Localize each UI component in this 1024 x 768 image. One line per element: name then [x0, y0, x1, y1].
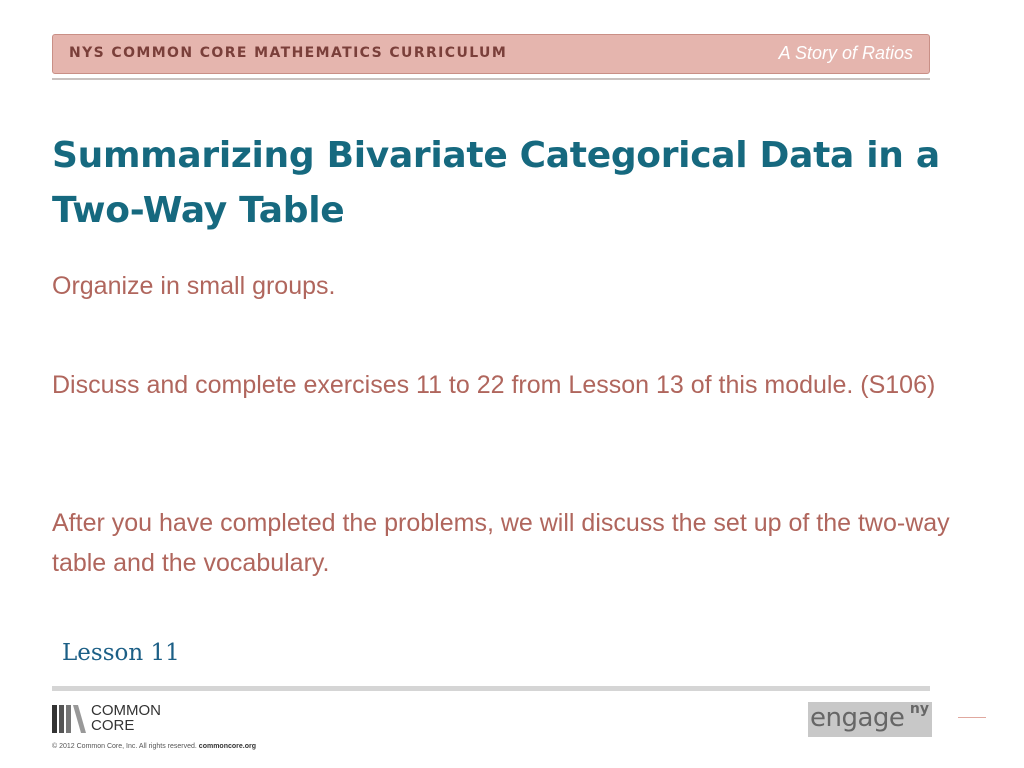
logo-line-1: COMMON [91, 702, 161, 719]
header-bar [52, 34, 930, 74]
copyright-site-link[interactable]: commoncore.org [198, 743, 256, 750]
instruction-paragraph-3: After you have completed the problems, we will discuss the set up of the two-way table and the vocabulary. [52, 509, 950, 577]
engage-wordmark: engage [810, 703, 905, 733]
slide-title: Summarizing Bivariate Categorical Data in a Two-Way Table [52, 135, 940, 231]
copyright-notice [52, 743, 256, 750]
engageny-logo [808, 702, 932, 737]
instruction-paragraph-2: Discuss and complete exercises 11 to 22 from Lesson 13 of this module. (S106) [52, 371, 936, 399]
common-core-logo-icon [52, 705, 86, 733]
engage-ny-superscript: ny [909, 701, 929, 717]
story-label: A Story of Ratios [778, 43, 913, 63]
copyright-text: © 2012 Common Core, Inc. All rights reserved. [52, 743, 197, 750]
footer-divider [52, 686, 930, 691]
logo-line-2: CORE [91, 717, 135, 734]
corner-decoration [958, 717, 986, 718]
instruction-paragraph-1: Organize in small groups. [52, 272, 336, 300]
common-core-logo-text [91, 703, 161, 733]
header-divider [52, 78, 930, 80]
lesson-label: Lesson 11 [62, 640, 180, 666]
curriculum-label: NYS COMMON CORE MATHEMATICS CURRICULUM [69, 45, 508, 61]
